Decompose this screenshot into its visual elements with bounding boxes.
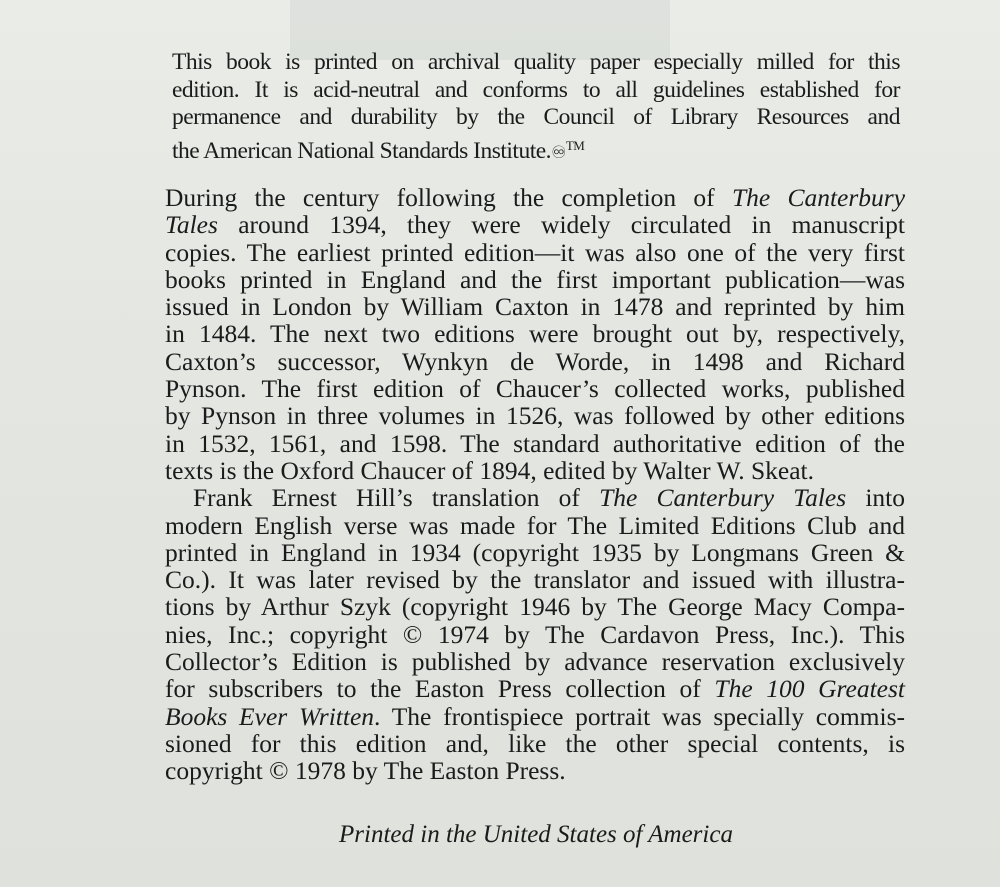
book-title: The Canterbury Tales	[599, 483, 847, 513]
history-line: in 1484. The next two editions were brought out by, respectively,	[165, 319, 905, 349]
book-title: The Canterbury	[731, 183, 906, 212]
translation-line: Co.). It was later revised by the translator and issued with illustra-	[165, 565, 905, 595]
notice-line: permanence and durability by the Council of Library Resources and	[172, 104, 900, 130]
collection-title: Books Ever Written	[165, 701, 375, 731]
history-text: around 1394, they were widely circulated in manuscript	[238, 210, 905, 240]
history-line: issued in London by William Caxton in 1478 and reprinted by him	[165, 292, 905, 322]
notice-line-text: the American National Standards Institute.	[172, 137, 552, 164]
notice-line: edition. It is acid-neutral and conforms to all guidelines established for	[172, 76, 900, 103]
archival-paper-notice	[172, 49, 900, 167]
history-line-last: texts is the Oxford Chaucer of 1894, edited by Walter W. Skeat.	[165, 455, 815, 485]
history-line	[165, 211, 905, 238]
book-title: Tales	[165, 210, 218, 240]
translation-text: for subscribers to the Easton Press collection of	[165, 674, 701, 704]
history-line: Caxton’s successor, Wynkyn de Worde, in 1498 and Richard	[165, 346, 905, 376]
trademark-mark: TM	[565, 137, 585, 153]
imprint-text: Printed in the United States of America	[339, 821, 733, 848]
publication-history	[165, 184, 905, 785]
history-line: books printed in England and the first important publication—was	[165, 264, 905, 294]
paper-permanence-icon: ♾	[551, 142, 566, 163]
translation-line: modern English verse was made for The Limited Editions Club and	[165, 510, 905, 540]
translation-line-last: copyright © 1978 by The Easton Press.	[165, 756, 566, 786]
notice-line-last	[172, 132, 900, 168]
translation-line	[165, 484, 905, 511]
translation-text: . The frontispiece portrait was specially commis-	[374, 701, 905, 731]
translation-line: tions by Arthur Szyk (copyright 1946 by The George Macy Compa-	[165, 592, 905, 622]
translation-text: into	[865, 483, 905, 513]
history-text: During the century following the completion of	[165, 183, 715, 212]
history-line: Pynson. The first edition of Chaucer’s collected works, published	[165, 374, 905, 404]
notice-line: This book is printed on archival quality paper especially milled for this	[172, 49, 900, 75]
history-line: by Pynson in three volumes in 1526, was followed by other editions	[165, 401, 905, 431]
collection-title: The 100 Greatest	[714, 674, 906, 704]
translation-line: nies, Inc.; copyright © 1974 by The Cardavon Press, Inc.). This	[165, 619, 905, 649]
history-line	[165, 184, 905, 211]
translation-text: Frank Ernest Hill’s translation of	[193, 483, 580, 513]
translation-line	[165, 703, 905, 730]
translation-line: sioned for this edition and, like the other special contents, is	[165, 728, 905, 758]
history-line: copies. The earliest printed edition—it was also one of the very first	[165, 237, 905, 267]
translation-line: printed in England in 1934 (copyright 1935 by Longmans Green &	[165, 537, 905, 567]
translation-line	[165, 675, 905, 702]
printed-in-imprint	[0, 820, 1000, 850]
history-line: in 1532, 1561, and 1598. The standard authoritative edition of the	[165, 428, 905, 458]
translation-line: Collector’s Edition is published by advance reservation exclusively	[165, 647, 905, 677]
